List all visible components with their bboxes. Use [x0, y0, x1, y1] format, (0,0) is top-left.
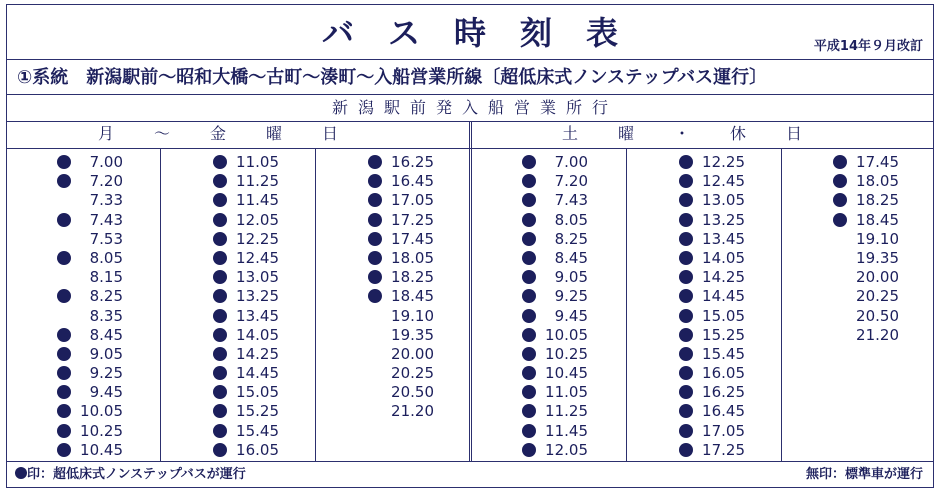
- departure-time: [833, 326, 940, 345]
- departure-time: [679, 191, 829, 210]
- time-text: 12.45: [236, 248, 279, 267]
- time-text: 14.25: [236, 344, 279, 363]
- time-text: 14.45: [702, 287, 745, 306]
- departure-time: [522, 383, 672, 402]
- departure-time: [522, 287, 672, 306]
- time-text: 14.45: [236, 364, 279, 383]
- time-text: 11.25: [545, 402, 588, 421]
- holiday-column-2: [679, 153, 829, 460]
- standard-bus-spacer: [368, 345, 382, 359]
- divider: [7, 94, 933, 95]
- departure-time: [213, 326, 363, 345]
- low-floor-bus-dot-icon: [213, 251, 227, 265]
- legend-plain: 無印：標準車が運行: [805, 467, 923, 482]
- departure-time: [368, 211, 518, 230]
- low-floor-bus-dot-icon: [213, 289, 227, 303]
- departure-time: [522, 402, 672, 421]
- low-floor-bus-dot-icon: [368, 213, 382, 227]
- departure-time: [213, 402, 363, 421]
- time-text: 7.20: [89, 172, 123, 191]
- revision-note: 平成14年９月改訂: [813, 39, 923, 54]
- low-floor-bus-dot-icon: [679, 174, 693, 188]
- low-floor-bus-dot-icon: [213, 270, 227, 284]
- weekday-header: 月～金曜日: [97, 124, 378, 143]
- time-text: 8.15: [89, 268, 123, 287]
- departure-time: [833, 287, 940, 306]
- low-floor-bus-dot-icon: [679, 366, 693, 380]
- standard-bus-spacer: [57, 230, 71, 244]
- departure-time: [833, 153, 940, 172]
- low-floor-bus-dot-icon: [213, 366, 227, 380]
- departure-time: [213, 211, 363, 230]
- departure-time: [57, 172, 207, 191]
- holiday-column-1: [522, 153, 672, 460]
- time-text: 7.00: [89, 153, 123, 171]
- low-floor-bus-dot-icon: [833, 174, 847, 188]
- departure-time: [368, 326, 518, 345]
- time-text: 11.05: [545, 383, 588, 402]
- time-text: 7.53: [89, 229, 123, 248]
- low-floor-bus-dot-icon: [679, 309, 693, 323]
- time-text: 15.05: [702, 306, 745, 325]
- time-text: 9.45: [89, 383, 123, 402]
- low-floor-bus-dot-icon: [522, 251, 536, 265]
- time-text: 20.50: [391, 383, 434, 402]
- departure-time: [368, 402, 518, 421]
- time-text: 19.10: [856, 229, 899, 248]
- departure-time: [57, 230, 207, 249]
- legend-dot: [15, 466, 246, 484]
- dot-marker-icon: [15, 467, 27, 479]
- departure-time: [213, 249, 363, 268]
- low-floor-bus-dot-icon: [679, 424, 693, 438]
- time-text: 15.05: [236, 383, 279, 402]
- departure-time: [368, 268, 518, 287]
- departure-time: [57, 191, 207, 210]
- time-text: 10.45: [80, 440, 123, 459]
- low-floor-bus-dot-icon: [213, 213, 227, 227]
- departure-time: [57, 441, 207, 460]
- divider: [7, 59, 933, 60]
- time-text: 13.05: [702, 191, 745, 210]
- departure-time: [368, 383, 518, 402]
- low-floor-bus-dot-icon: [522, 385, 536, 399]
- departure-time: [522, 211, 672, 230]
- time-text: 15.25: [236, 402, 279, 421]
- departure-time: [679, 364, 829, 383]
- time-text: 12.25: [236, 229, 279, 248]
- departure-time: [679, 345, 829, 364]
- time-text: 7.43: [554, 191, 588, 210]
- low-floor-bus-dot-icon: [368, 232, 382, 246]
- time-text: 12.45: [702, 172, 745, 191]
- time-text: 8.25: [89, 287, 123, 306]
- low-floor-bus-dot-icon: [522, 443, 536, 457]
- time-text: 14.05: [702, 248, 745, 267]
- timetable-sheet: [6, 4, 934, 488]
- low-floor-bus-dot-icon: [213, 404, 227, 418]
- departure-time: [213, 230, 363, 249]
- departure-time: [213, 422, 363, 441]
- time-text: 12.05: [545, 440, 588, 459]
- time-text: 15.25: [702, 325, 745, 344]
- departure-time: [368, 172, 518, 191]
- time-text: 9.25: [554, 287, 588, 306]
- departure-time: [679, 268, 829, 287]
- departure-time: [368, 191, 518, 210]
- departure-time: [522, 364, 672, 383]
- departure-time: [368, 153, 518, 172]
- time-text: 19.10: [391, 306, 434, 325]
- time-text: 10.05: [545, 325, 588, 344]
- low-floor-bus-dot-icon: [679, 270, 693, 284]
- standard-bus-spacer: [57, 268, 71, 282]
- low-floor-bus-dot-icon: [679, 155, 693, 169]
- time-text: 12.05: [236, 210, 279, 229]
- time-text: 13.45: [236, 306, 279, 325]
- departure-time: [679, 211, 829, 230]
- time-text: 17.25: [702, 440, 745, 459]
- standard-bus-spacer: [833, 326, 847, 340]
- time-text: 8.45: [89, 325, 123, 344]
- time-text: 18.05: [856, 172, 899, 191]
- departure-time: [679, 383, 829, 402]
- time-text: 17.05: [391, 191, 434, 210]
- departure-time: [57, 364, 207, 383]
- time-text: 8.05: [554, 210, 588, 229]
- departure-time: [57, 326, 207, 345]
- time-text: 16.25: [391, 153, 434, 171]
- low-floor-bus-dot-icon: [213, 347, 227, 361]
- time-text: 13.45: [702, 229, 745, 248]
- standard-bus-spacer: [833, 268, 847, 282]
- low-floor-bus-dot-icon: [522, 424, 536, 438]
- weekday-column-3: [368, 153, 518, 422]
- departure-time: [368, 307, 518, 326]
- low-floor-bus-dot-icon: [57, 155, 71, 169]
- time-text: 20.25: [856, 287, 899, 306]
- departure-time: [57, 402, 207, 421]
- departure-time: [213, 191, 363, 210]
- low-floor-bus-dot-icon: [679, 404, 693, 418]
- low-floor-bus-dot-icon: [679, 251, 693, 265]
- standard-bus-spacer: [57, 191, 71, 205]
- departure-time: [213, 345, 363, 364]
- time-text: 18.25: [391, 268, 434, 287]
- departure-time: [679, 326, 829, 345]
- time-text: 8.25: [554, 229, 588, 248]
- time-text: 10.05: [80, 402, 123, 421]
- departure-time: [213, 364, 363, 383]
- departure-time: [679, 422, 829, 441]
- departure-time: [368, 364, 518, 383]
- low-floor-bus-dot-icon: [57, 251, 71, 265]
- low-floor-bus-dot-icon: [57, 174, 71, 188]
- time-text: 17.05: [702, 421, 745, 440]
- departure-time: [679, 307, 829, 326]
- time-text: 7.43: [89, 210, 123, 229]
- departure-time: [522, 268, 672, 287]
- departure-time: [57, 153, 207, 172]
- time-text: 11.05: [236, 153, 279, 171]
- time-text: 18.25: [856, 191, 899, 210]
- direction-label: 新潟駅前発入船営業所行: [331, 98, 618, 117]
- time-text: 14.25: [702, 268, 745, 287]
- time-text: 19.35: [391, 325, 434, 344]
- low-floor-bus-dot-icon: [679, 193, 693, 207]
- departure-time: [368, 230, 518, 249]
- low-floor-bus-dot-icon: [679, 213, 693, 227]
- departure-time: [833, 172, 940, 191]
- low-floor-bus-dot-icon: [368, 251, 382, 265]
- time-text: 16.05: [702, 364, 745, 383]
- departure-time: [213, 153, 363, 172]
- low-floor-bus-dot-icon: [213, 193, 227, 207]
- low-floor-bus-dot-icon: [522, 270, 536, 284]
- time-text: 18.45: [856, 210, 899, 229]
- time-text: 21.20: [391, 402, 434, 421]
- low-floor-bus-dot-icon: [213, 328, 227, 342]
- standard-bus-spacer: [57, 307, 71, 321]
- holiday-column-3: [833, 153, 940, 345]
- low-floor-bus-dot-icon: [57, 443, 71, 457]
- standard-bus-spacer: [833, 249, 847, 263]
- low-floor-bus-dot-icon: [57, 328, 71, 342]
- time-text: 20.50: [856, 306, 899, 325]
- low-floor-bus-dot-icon: [679, 385, 693, 399]
- low-floor-bus-dot-icon: [522, 309, 536, 323]
- time-text: 19.35: [856, 248, 899, 267]
- time-text: 9.05: [554, 268, 588, 287]
- low-floor-bus-dot-icon: [57, 404, 71, 418]
- departure-time: [522, 249, 672, 268]
- page-title: バス時刻表: [321, 14, 652, 52]
- time-text: 8.05: [89, 248, 123, 267]
- standard-bus-spacer: [368, 307, 382, 321]
- low-floor-bus-dot-icon: [213, 309, 227, 323]
- time-text: 16.25: [702, 383, 745, 402]
- time-text: 8.35: [89, 306, 123, 325]
- departure-time: [833, 211, 940, 230]
- time-text: 8.45: [554, 248, 588, 267]
- weekday-column-2: [213, 153, 363, 460]
- departure-time: [522, 326, 672, 345]
- time-text: 10.25: [545, 344, 588, 363]
- departure-time: [57, 287, 207, 306]
- low-floor-bus-dot-icon: [522, 404, 536, 418]
- low-floor-bus-dot-icon: [522, 366, 536, 380]
- standard-bus-spacer: [833, 307, 847, 321]
- time-text: 10.25: [80, 421, 123, 440]
- departure-time: [679, 249, 829, 268]
- departure-time: [833, 307, 940, 326]
- weekday-column-1: [57, 153, 207, 460]
- time-text: 21.20: [856, 325, 899, 344]
- low-floor-bus-dot-icon: [57, 213, 71, 227]
- standard-bus-spacer: [368, 402, 382, 416]
- time-text: 15.45: [702, 344, 745, 363]
- departure-time: [213, 307, 363, 326]
- departure-time: [522, 230, 672, 249]
- departure-time: [833, 230, 940, 249]
- low-floor-bus-dot-icon: [57, 347, 71, 361]
- low-floor-bus-dot-icon: [213, 232, 227, 246]
- low-floor-bus-dot-icon: [213, 424, 227, 438]
- time-text: 17.45: [856, 153, 899, 171]
- divider: [7, 461, 933, 462]
- time-text: 16.05: [236, 440, 279, 459]
- time-text: 13.25: [236, 287, 279, 306]
- low-floor-bus-dot-icon: [833, 155, 847, 169]
- low-floor-bus-dot-icon: [368, 155, 382, 169]
- departure-time: [522, 422, 672, 441]
- time-text: 13.25: [702, 210, 745, 229]
- departure-time: [522, 172, 672, 191]
- departure-time: [522, 441, 672, 460]
- time-text: 20.00: [391, 344, 434, 363]
- time-text: 15.45: [236, 421, 279, 440]
- low-floor-bus-dot-icon: [57, 385, 71, 399]
- low-floor-bus-dot-icon: [679, 328, 693, 342]
- low-floor-bus-dot-icon: [679, 232, 693, 246]
- low-floor-bus-dot-icon: [213, 443, 227, 457]
- low-floor-bus-dot-icon: [522, 193, 536, 207]
- standard-bus-spacer: [833, 230, 847, 244]
- time-text: 12.25: [702, 153, 745, 171]
- low-floor-bus-dot-icon: [833, 193, 847, 207]
- low-floor-bus-dot-icon: [57, 289, 71, 303]
- low-floor-bus-dot-icon: [213, 174, 227, 188]
- low-floor-bus-dot-icon: [522, 289, 536, 303]
- departure-time: [213, 383, 363, 402]
- low-floor-bus-dot-icon: [57, 366, 71, 380]
- low-floor-bus-dot-icon: [833, 213, 847, 227]
- departure-time: [368, 249, 518, 268]
- time-text: 7.20: [554, 172, 588, 191]
- time-text: 7.00: [554, 153, 588, 171]
- departure-time: [679, 441, 829, 460]
- low-floor-bus-dot-icon: [368, 193, 382, 207]
- low-floor-bus-dot-icon: [679, 347, 693, 361]
- time-text: 9.05: [89, 344, 123, 363]
- departure-time: [833, 268, 940, 287]
- time-text: 16.45: [702, 402, 745, 421]
- time-text: 20.25: [391, 364, 434, 383]
- standard-bus-spacer: [368, 383, 382, 397]
- departure-time: [368, 345, 518, 364]
- departure-time: [57, 422, 207, 441]
- time-text: 10.45: [545, 364, 588, 383]
- low-floor-bus-dot-icon: [368, 270, 382, 284]
- time-text: 17.25: [391, 210, 434, 229]
- low-floor-bus-dot-icon: [522, 328, 536, 342]
- time-text: 17.45: [391, 229, 434, 248]
- departure-time: [57, 211, 207, 230]
- standard-bus-spacer: [833, 287, 847, 301]
- low-floor-bus-dot-icon: [522, 232, 536, 246]
- low-floor-bus-dot-icon: [522, 174, 536, 188]
- standard-bus-spacer: [368, 364, 382, 378]
- departure-time: [213, 268, 363, 287]
- low-floor-bus-dot-icon: [679, 289, 693, 303]
- departure-time: [213, 287, 363, 306]
- time-text: 9.25: [89, 364, 123, 383]
- departure-time: [522, 153, 672, 172]
- departure-time: [679, 230, 829, 249]
- holiday-header: 土曜・休日: [561, 124, 842, 143]
- departure-time: [522, 345, 672, 364]
- departure-time: [679, 287, 829, 306]
- departure-time: [679, 153, 829, 172]
- departure-time: [368, 287, 518, 306]
- time-text: 11.45: [236, 191, 279, 210]
- departure-time: [57, 249, 207, 268]
- departure-time: [57, 345, 207, 364]
- departure-time: [679, 402, 829, 421]
- departure-time: [213, 172, 363, 191]
- time-text: 11.45: [545, 421, 588, 440]
- time-text: 18.45: [391, 287, 434, 306]
- time-text: 20.00: [856, 268, 899, 287]
- time-text: 7.33: [89, 191, 123, 210]
- time-text: 9.45: [554, 306, 588, 325]
- departure-time: [57, 383, 207, 402]
- low-floor-bus-dot-icon: [213, 155, 227, 169]
- time-text: 18.05: [391, 248, 434, 267]
- departure-time: [833, 191, 940, 210]
- low-floor-bus-dot-icon: [57, 424, 71, 438]
- departure-time: [57, 268, 207, 287]
- low-floor-bus-dot-icon: [522, 347, 536, 361]
- departure-time: [522, 191, 672, 210]
- low-floor-bus-dot-icon: [679, 443, 693, 457]
- legend-dot-text: 印：超低床式ノンステップバスが運行: [27, 467, 246, 482]
- departure-time: [679, 172, 829, 191]
- departure-time: [833, 249, 940, 268]
- departure-time: [522, 307, 672, 326]
- low-floor-bus-dot-icon: [368, 174, 382, 188]
- low-floor-bus-dot-icon: [368, 289, 382, 303]
- low-floor-bus-dot-icon: [213, 385, 227, 399]
- route-label: ①系統 新潟駅前～昭和大橋～古町～湊町～入船営業所線〔超低床式ノンステップバス運行〕: [17, 67, 768, 88]
- departure-time: [213, 441, 363, 460]
- standard-bus-spacer: [368, 326, 382, 340]
- departure-time: [57, 307, 207, 326]
- time-text: 14.05: [236, 325, 279, 344]
- low-floor-bus-dot-icon: [522, 213, 536, 227]
- time-text: 13.05: [236, 268, 279, 287]
- low-floor-bus-dot-icon: [522, 155, 536, 169]
- time-text: 11.25: [236, 172, 279, 191]
- time-text: 16.45: [391, 172, 434, 191]
